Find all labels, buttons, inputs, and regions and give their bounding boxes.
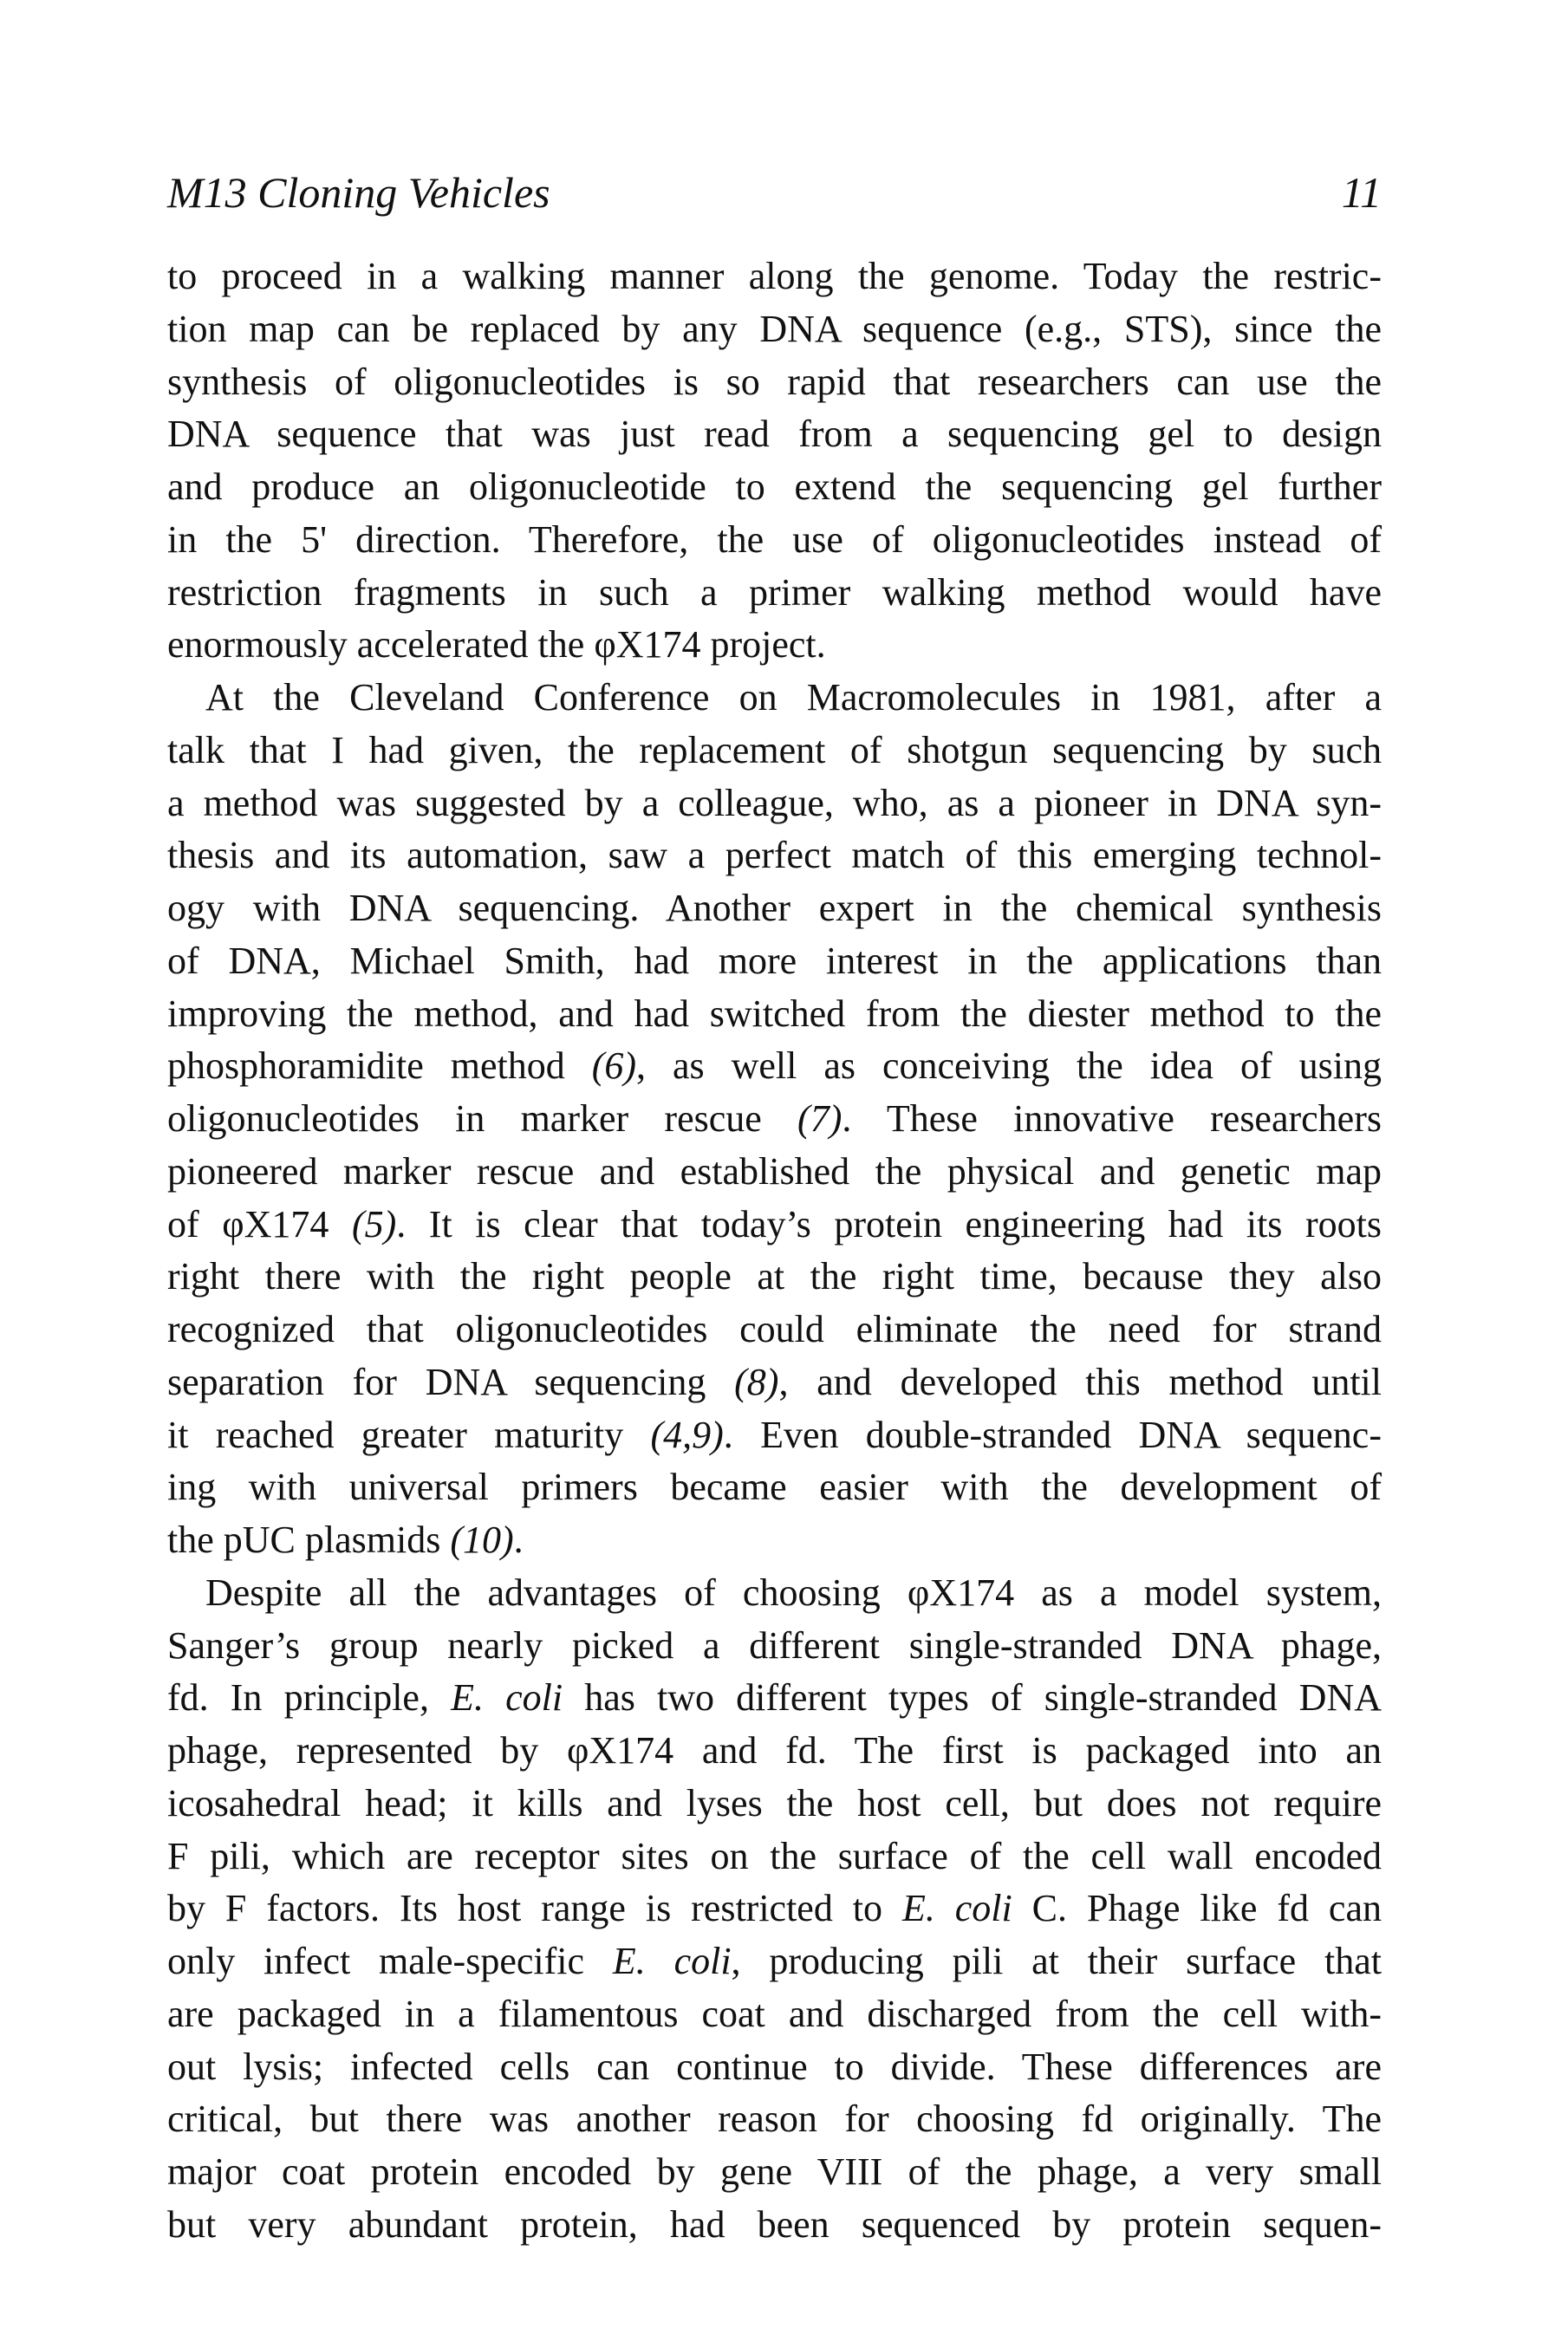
- text-line: [167, 988, 1382, 1041]
- text-run: icosahedral head; it kills and lyses the host cell, but does not require: [167, 1781, 1382, 1824]
- text-line: [167, 1778, 1382, 1831]
- italic-run: E. coli: [901, 1887, 1012, 1930]
- text-run: pioneered marker rescue and established the physical and genetic map: [167, 1149, 1382, 1193]
- text-run: oligonucleotides in marker rescue: [167, 1097, 798, 1140]
- paragraph: [167, 250, 1382, 672]
- text-line: [167, 1251, 1382, 1304]
- text-run: , producing pili at their surface that: [731, 1940, 1382, 1982]
- text-line: [167, 1461, 1382, 1514]
- text-line: [167, 2093, 1382, 2146]
- text-line: [167, 935, 1382, 988]
- text-line: [167, 1831, 1382, 1883]
- text-run: restriction fragments in such a primer walking method would have: [167, 570, 1382, 614]
- text-line: [167, 1620, 1382, 1673]
- paragraph: [167, 1567, 1382, 2252]
- text-run: but very abundant protein, had been sequenced by protein sequen-: [167, 2202, 1382, 2246]
- text-run: has two different types of single-stranded DNA: [563, 1676, 1382, 1720]
- text-line: [167, 1356, 1382, 1409]
- text-line: [167, 1146, 1382, 1199]
- text-line: [167, 1304, 1382, 1356]
- text-line: [167, 1040, 1382, 1093]
- text-run: in the 5' direction. Therefore, the use of oligonucleotides instead of: [167, 517, 1382, 561]
- text-run: a method was suggested by a colleague, who, as a pioneer in DNA syn-: [167, 781, 1382, 824]
- italic-run: (10): [450, 1519, 514, 1561]
- text-line: [167, 672, 1382, 725]
- text-line: [167, 882, 1382, 935]
- text-line: [167, 356, 1382, 409]
- text-line: [167, 1409, 1382, 1462]
- text-line: [167, 2146, 1382, 2199]
- text-line: [167, 567, 1382, 620]
- text-line: [167, 1514, 1382, 1567]
- text-line: [167, 1199, 1382, 1252]
- text-run: F pili, which are receptor sites on the surface of the cell wall encoded: [167, 1834, 1382, 1877]
- text-run: synthesis of oligonucleotides is so rapid that researchers can use the: [167, 360, 1382, 403]
- text-line: [167, 1935, 1382, 1988]
- text-run: and produce an oligonucleotide to extend the sequencing gel further: [167, 465, 1382, 508]
- text-run: by F factors. Its host range is restricted to: [167, 1887, 902, 1930]
- text-run: enormously accelerated the φX174 project.: [167, 623, 826, 667]
- body-text: [167, 250, 1382, 2252]
- text-run: DNA sequence that was just read from a sequencing gel to design: [167, 413, 1382, 456]
- italic-run: (4,9): [650, 1413, 724, 1456]
- text-run: right there with the right people at the right time, because they also: [167, 1255, 1382, 1298]
- text-run: . These innovative researchers: [842, 1097, 1382, 1140]
- text-line: [167, 408, 1382, 461]
- text-line: [167, 1725, 1382, 1778]
- italic-run: (6): [591, 1044, 636, 1088]
- text-run: separation for DNA sequencing: [167, 1360, 735, 1403]
- text-line: [167, 829, 1382, 882]
- text-run: .: [513, 1519, 524, 1561]
- text-line: [167, 250, 1382, 303]
- text-line: [167, 1567, 1382, 1620]
- text-line: [167, 1093, 1382, 1146]
- chapter-title: M13 Cloning Vehicles: [167, 168, 550, 217]
- text-line: [167, 1672, 1382, 1725]
- text-line: [167, 1988, 1382, 2041]
- text-line: [167, 777, 1382, 830]
- text-run: Sanger’s group nearly picked a different single-stranded DNA phage,: [167, 1623, 1382, 1667]
- text-run: the pUC plasmids: [167, 1519, 451, 1561]
- text-run: to proceed in a walking manner along the genome. Today the restric-: [167, 255, 1382, 297]
- text-run: critical, but there was another reason for choosing fd originally. The: [167, 2098, 1382, 2141]
- text-run: , and developed this method until: [778, 1360, 1382, 1403]
- text-run: ing with universal primers became easier with the development of: [167, 1466, 1382, 1509]
- text-run: are packaged in a filamentous coat and discharged from the cell with-: [167, 1992, 1382, 2035]
- text-run: tion map can be replaced by any DNA sequence (e.g., STS), since the: [167, 307, 1382, 350]
- text-line: [167, 1883, 1382, 1935]
- text-line: [167, 725, 1382, 777]
- text-run: ogy with DNA sequencing. Another expert in the chemical synthesis: [167, 887, 1382, 929]
- text-line: [167, 2041, 1382, 2094]
- text-run: . It is clear that today’s protein engineering had its roots: [396, 1202, 1382, 1246]
- page-number: 11: [1341, 168, 1382, 217]
- text-run: improving the method, and had switched from the diester method to the: [167, 992, 1382, 1035]
- text-line: [167, 619, 1382, 672]
- text-run: phosphoramidite method: [167, 1044, 592, 1088]
- text-run: talk that I had given, the replacement of shotgun sequencing by such: [167, 728, 1382, 771]
- text-run: thesis and its automation, saw a perfect match of this emerging technol-: [167, 834, 1382, 877]
- italic-run: (5): [351, 1202, 397, 1246]
- text-run: fd. In principle,: [167, 1676, 452, 1720]
- italic-run: E. coli: [451, 1676, 563, 1720]
- text-line: [167, 2199, 1382, 2252]
- text-line: [167, 461, 1382, 514]
- paragraph: [167, 672, 1382, 1567]
- text-run: C. Phage like fd can: [1012, 1887, 1382, 1930]
- italic-run: (7): [797, 1097, 843, 1140]
- text-run: of φX174: [167, 1202, 352, 1246]
- text-run: of DNA, Michael Smith, had more interest in the applications than: [167, 939, 1382, 982]
- text-run: phage, represented by φX174 and fd. The first is packaged into an: [167, 1729, 1382, 1772]
- text-run: out lysis; infected cells can continue to divide. These differences are: [167, 2045, 1382, 2088]
- text-run: . Even double-stranded DNA sequenc-: [723, 1413, 1382, 1456]
- text-run: Despite all the advantages of choosing φX174 as a model system,: [205, 1571, 1382, 1614]
- text-run: At the Cleveland Conference on Macromolecules in 1981, after a: [205, 676, 1382, 719]
- text-run: it reached greater maturity: [167, 1413, 651, 1456]
- text-run: only infect male-specific: [167, 1940, 613, 1982]
- italic-run: (8): [734, 1360, 779, 1403]
- text-line: [167, 303, 1382, 356]
- text-run: recognized that oligonucleotides could eliminate the need for strand: [167, 1308, 1382, 1350]
- text-line: [167, 514, 1382, 567]
- text-run: major coat protein encoded by gene VIII of the phage, a very small: [167, 2150, 1382, 2193]
- text-run: , as well as conceiving the idea of using: [636, 1044, 1382, 1088]
- italic-run: E. coli: [612, 1940, 732, 1982]
